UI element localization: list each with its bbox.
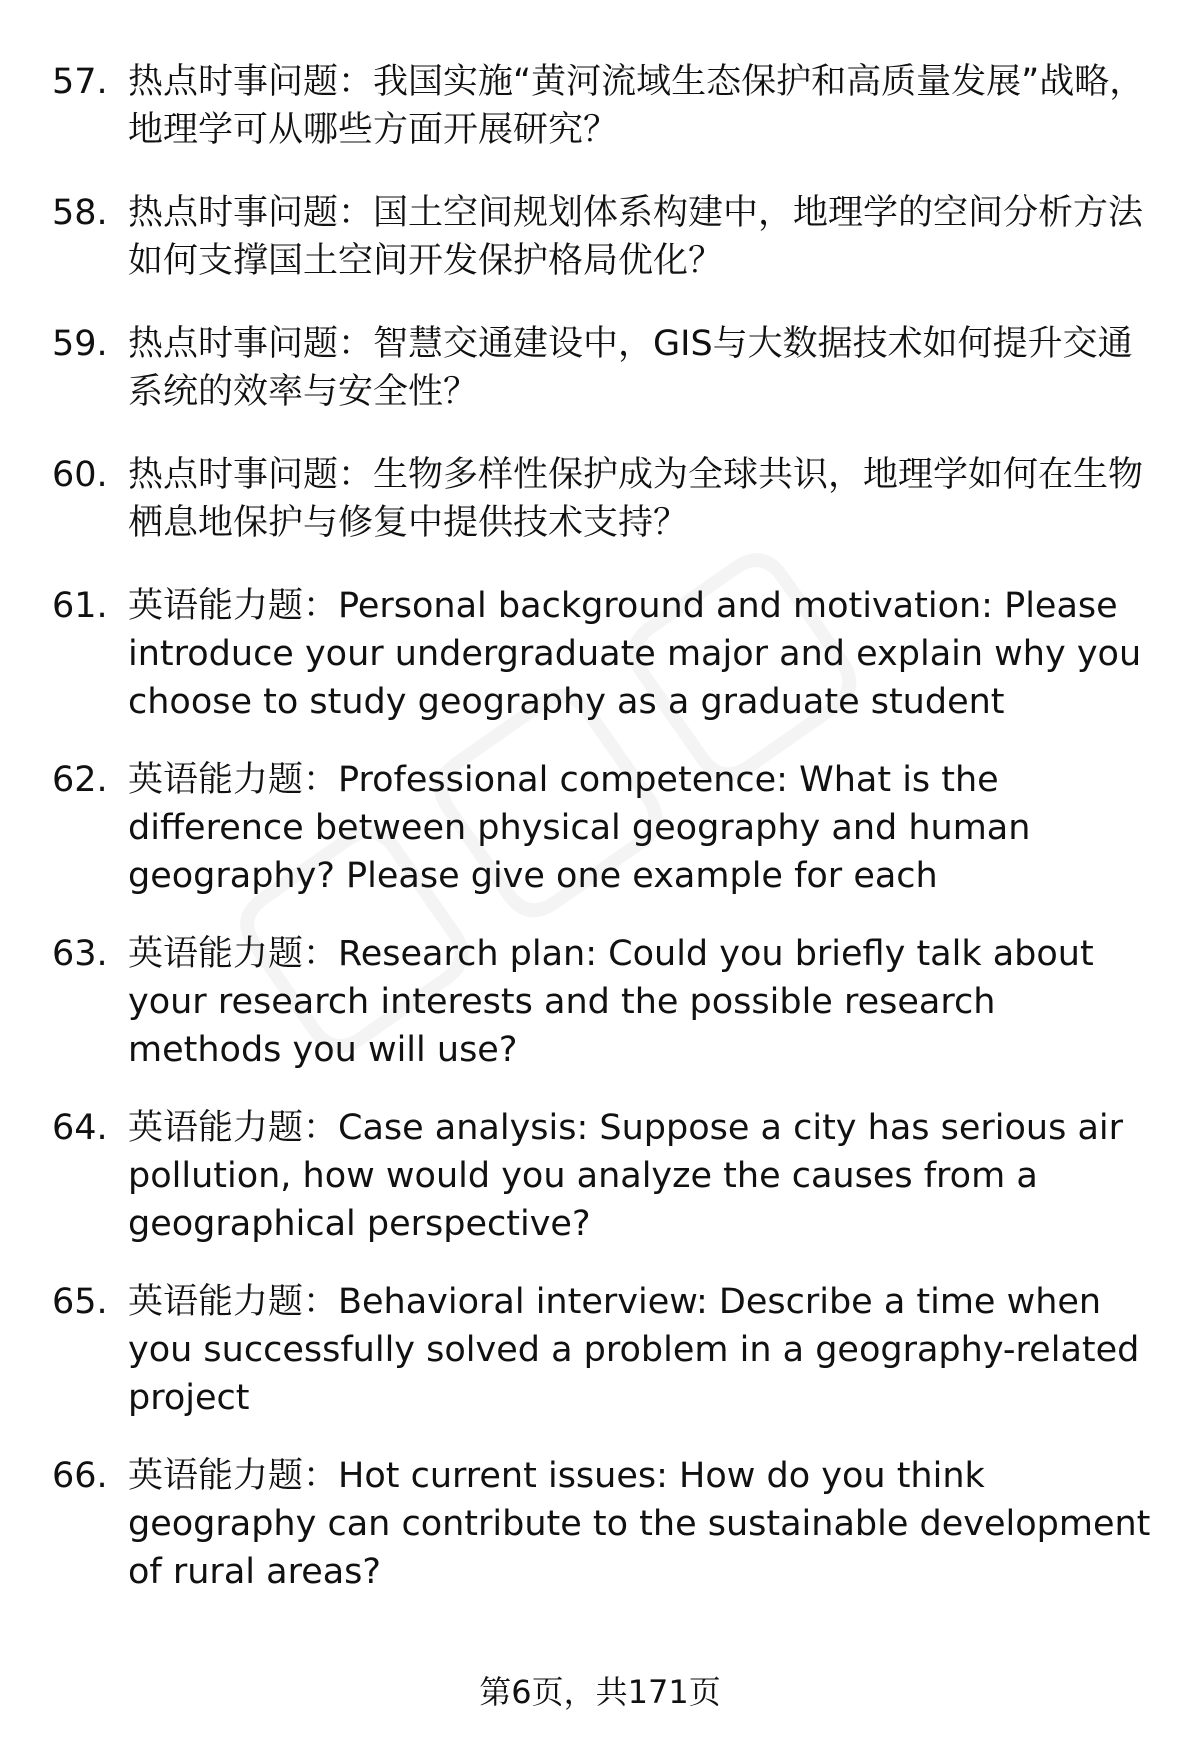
question-item-60 (52, 451, 1152, 547)
question-number: 66. (52, 1456, 108, 1496)
question-number: 60. (52, 455, 108, 495)
question-number: 65. (52, 1282, 108, 1322)
question-text: 英语能力题：Personal background and motivation: Please introduce your undergraduate major and explain why you choose to study geography as a graduate student (128, 586, 1142, 722)
question-text: 英语能力题：Professional competence: What is the difference between physical geography and human geography? Please give one example for each (128, 760, 1031, 896)
page-number-label: 第6页，共171页 (479, 1673, 721, 1711)
question-item-62 (52, 756, 1152, 900)
question-text: 热点时事问题：我国实施“黄河流域生态保护和高质量发展”战略，地理学可从哪些方面开展研究？ (128, 62, 1145, 150)
question-item-57 (52, 58, 1152, 154)
question-number: 63. (52, 934, 108, 974)
question-item-64 (52, 1104, 1152, 1248)
page-footer (0, 1672, 1200, 1712)
question-text: 英语能力题：Research plan: Could you briefly talk about your research interests and the possible research methods you will use? (128, 934, 1094, 1070)
question-text: 英语能力题：Hot current issues: How do you think geography can contribute to the sustainable development of rural areas? (128, 1456, 1151, 1592)
question-number: 61. (52, 586, 108, 626)
question-list (52, 58, 1152, 1626)
question-number: 59. (52, 324, 108, 364)
question-item-66 (52, 1452, 1152, 1596)
question-number: 58. (52, 193, 108, 233)
question-item-58 (52, 189, 1152, 285)
question-text: 热点时事问题：生物多样性保护成为全球共识，地理学如何在生物栖息地保护与修复中提供技术支持？ (128, 455, 1144, 543)
question-item-63 (52, 930, 1152, 1074)
question-text: 热点时事问题：国土空间规划体系构建中，地理学的空间分析方法如何支撑国土空间开发保护格局优化？ (128, 193, 1144, 281)
question-number: 57. (52, 62, 108, 102)
question-item-65 (52, 1278, 1152, 1422)
question-number: 64. (52, 1108, 108, 1148)
question-text: 热点时事问题：智慧交通建设中，GIS与大数据技术如何提升交通系统的效率与安全性？ (128, 324, 1133, 412)
question-text: 英语能力题：Behavioral interview: Describe a time when you successfully solved a problem in a geography-related project (128, 1282, 1140, 1418)
question-item-61 (52, 582, 1152, 726)
question-item-59 (52, 320, 1152, 416)
question-text: 英语能力题：Case analysis: Suppose a city has serious air pollution, how would you analyze the causes from a geographical perspective? (128, 1108, 1124, 1244)
question-number: 62. (52, 760, 108, 800)
